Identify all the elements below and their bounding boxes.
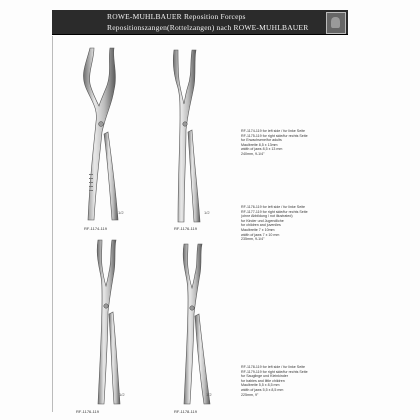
item-size-mark-1: 1/2 xyxy=(118,210,124,215)
forceps-image-4 xyxy=(166,240,220,408)
header-title-line2: Repositionszangen(Rottelzangen) nach ROWE-MUHLBAUER xyxy=(107,23,309,32)
spec-line: for babies and little children xyxy=(241,378,285,383)
spec-line: RF-1174-119 for left side / fur linke Seite xyxy=(241,129,305,133)
spec-line: RF-1179-119 for right side/fur rechts Seite xyxy=(241,369,308,374)
spec-line: width of jaws 7 x 10 mm xyxy=(241,232,280,237)
forceps-image-1 xyxy=(72,44,132,224)
forceps-image-3 xyxy=(82,236,132,408)
item-code-label-4: RF-1178-119 xyxy=(174,409,197,414)
spec-line: fur Erwachsene/for adults xyxy=(241,138,282,143)
spec-line: RF-1175-119 for right side/fur rechts Seite xyxy=(241,133,308,138)
spec-line: 240mm, 9-1/4" xyxy=(241,151,265,156)
spec-line: RF-1177-119 for right side/fur rechts Seite xyxy=(241,209,308,214)
spec-line: RF-1178-119 for left side / fur linke Seite xyxy=(241,365,305,369)
spec-line: width of jaws 8,5 x 13 mm xyxy=(241,147,283,152)
item-size-mark-2: 1/2 xyxy=(204,210,210,215)
spec-line: width of jaws 5,5 x 8,5 mm xyxy=(241,387,284,392)
item-code-label-2: RF-1176-119 xyxy=(174,226,197,231)
header-title-line1: ROWE-MUHLBAUER Reposition Forceps xyxy=(107,12,246,21)
forceps-image-2 xyxy=(160,46,210,226)
item-code-label-1: RF-1174-119 xyxy=(84,226,107,231)
item-size-mark-3: 1/2 xyxy=(119,392,125,397)
spec-line: Maulbreite 8,5 x 13mm xyxy=(241,142,278,147)
item-size-mark-4: 1/2 xyxy=(206,392,212,397)
catalog-header xyxy=(52,10,348,35)
spec-line: 225mm, 9" xyxy=(241,392,259,397)
spec-line: (ohne Abbildung / not illustrated) xyxy=(241,214,293,219)
spec-line: RF-1176-119 for left side / fur linke Seite xyxy=(241,205,305,209)
spec-block-1 xyxy=(241,129,333,157)
item-code-label-3: RF-1176-119 xyxy=(76,409,99,414)
header-thumbnail-image xyxy=(326,12,346,34)
spec-block-3 xyxy=(241,365,333,397)
spec-line: fur Sauglinge und Kleinkinder xyxy=(241,374,288,379)
spec-line: Maulbreite 5,5 x 8,5 mm xyxy=(241,383,280,388)
spec-line: 235mm, 9-1/4" xyxy=(241,237,265,242)
spec-line: for children and juveniles xyxy=(241,223,281,228)
spec-line: fur Kinder und Jugendliche xyxy=(241,218,284,223)
spec-block-2 xyxy=(241,205,333,242)
spec-line: Maulbreite 7 x 10mm xyxy=(241,227,275,232)
